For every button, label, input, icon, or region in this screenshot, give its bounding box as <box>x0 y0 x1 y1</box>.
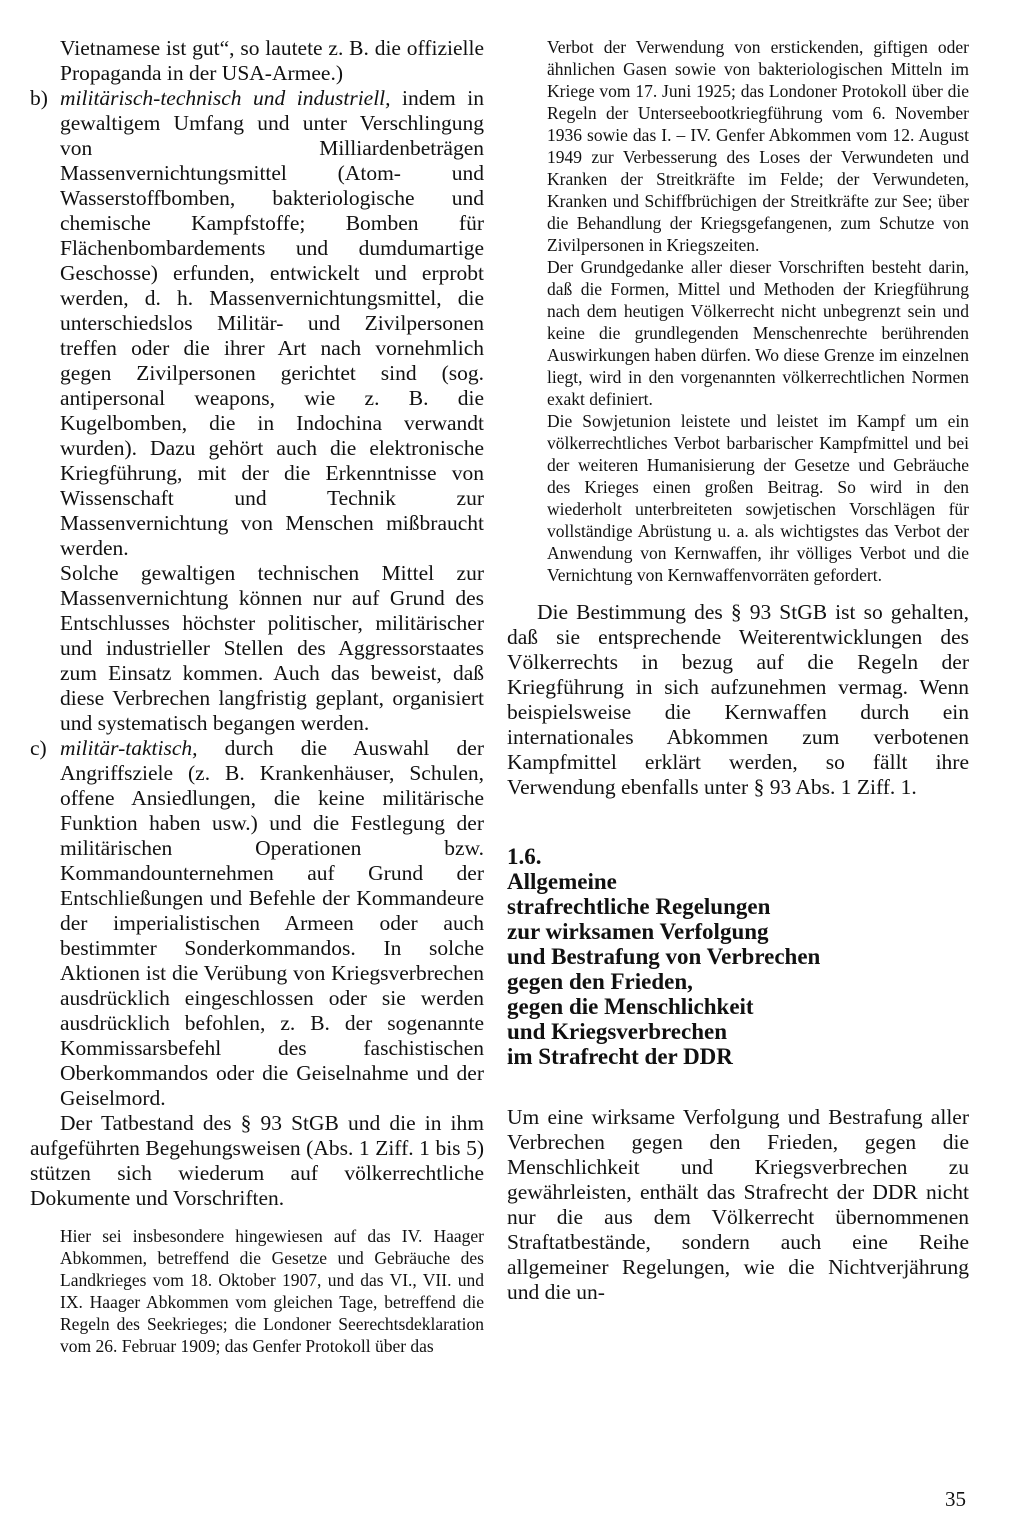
section-number: 1.6. <box>507 844 542 869</box>
list-marker-b: b) <box>30 86 48 110</box>
list-rest-b: indem in gewaltigem Umfang und unter Verschlingung von Milliardenbeträgen Massenvernichtungsmittel (Atom- und Wasserstoffbomben, bakteriologische und chemische Kampfstoffe; Bomben für Flächenbombardements und dumdumartige Geschosse) erfunden, entwickelt und erprobt werden, d. h. Massenvernichtungsmittel, die unterschiedslos Militär- und Zivilpersonen treffen oder die ihrer Art nach vornehmlich gegen Zivilpersonen gerichtet sind (sog. antipersonal weapons, wie z. B. die Kugelbomben, die in Indochina verwandt wurden). Dazu gehört auch die elektronische Kriegführung, mit der die Erkenntnisse von Wissenschaft und Technik zur Massenvernichtung von Menschen mißbraucht werden. <box>60 86 485 560</box>
section-title-line-8: im Strafrecht der DDR <box>507 1044 733 1069</box>
tatbestand-paragraph <box>30 1111 484 1211</box>
section-heading <box>507 844 969 1069</box>
section-title-line-5: gegen den Frieden, <box>507 969 693 994</box>
small-print-paragraph-3: Die Sowjetunion leistete und leistet im Kampf um ein völkerrechtliches Verbot barbarischer Kampfmittel und bei der weiteren Humanisierung der Gesetze und Gebräuche des Krieges einen großen Beitrag. So wird in den wiederholt unterbreiteten sowjetischen Vorschlägen für vollständige Abrüstung u. a. als wichtigstes das Verbot der Anwendung von Kernwaffen, ihr völliges Verbot und die Vernichtung von Kernwaffenvorräten gefordert. <box>547 411 969 585</box>
list-text-b-2: Solche gewaltigen technischen Mittel zur Massenvernichtung können nur auf Grund des Entschlusses höchster politischer, militärischer und industrieller Stellen des Aggressorstaates zum Einsatz kommen. Auch das beweist, daß diese Verbrechen langfristig geplant, organisiert und systematisch begangen werden. <box>60 561 484 735</box>
page-number: 35 <box>945 1487 966 1511</box>
left-column <box>30 36 484 1357</box>
section-title-line-1: Allgemeine <box>507 869 617 894</box>
bestimmung-paragraph: Die Bestimmung des § 93 StGB ist so gehalten, daß sie entsprechende Weiterentwicklungen des Völkerrechts in bezug auf die Regeln der Kriegführung in sich aufzunehmen vermag. Wenn beispielsweise die Kernwaffen durch ein internationales Abkommen zum verbotenen Kampfmittel erklärt werden, so fällt ihre Verwendung ebenfalls unter § 93 Abs. 1 Ziff. 1. <box>507 600 969 799</box>
list-item-c <box>30 736 484 1111</box>
section-title-line-7: und Kriegsverbrechen <box>507 1019 727 1044</box>
section-title-line-3: zur wirksamen Verfolgung <box>507 919 769 944</box>
list-lead-b: militärisch-technisch und industriell, <box>60 86 391 110</box>
list-marker-c: c) <box>30 736 47 760</box>
list-rest-c: durch die Auswahl der Angriffsziele (z. B. Krankenhäuser, Schulen, offene Ansiedlungen, die keine militärische Funktion haben usw.) und die Festlegung der militärischen Operationen bzw. Kommandounternehmen auf Grund der Entschließungen und Befehle der Kommandeure der imperialistischen Armeen oder auch bestimmter Sonderkommandos. In solche Aktionen ist die Verübung von Kriegsverbrechen ausdrücklich eingeschlossen oder sie werden ausdrücklich befohlen, z. B. der sogenannte Kommissarsbefehl des faschistischen Oberkommandos oder die Geiselnahme und der Geiselmord. <box>60 736 484 1110</box>
list-lead-c: militär-taktisch, <box>60 736 198 760</box>
tatbestand-text: Der Tatbestand des § 93 StGB und die in ihm aufgeführten Begehungsweisen (Abs. 1 Ziff. 1 bis 5) stützen sich wiederum auf völkerrechtliche Dokumente und Vorschriften. <box>30 1111 484 1210</box>
small-print-paragraph-1: Verbot der Verwendung von erstickenden, giftigen oder ähnlichen Gasen sowie von bakteriologischen Mitteln im Kriege vom 17. Juni 1925; das Londoner Protokoll über die Regeln der Unterseebootkriegführung vom 6. November 1936 sowie das I. – IV. Genfer Abkommen vom 12. August 1949 zur Verbesserung des Loses der Verwundeten und Kranken der Streitkräfte im Felde; der Verwundeten, Kranken und Schiffbrüchigen der Streitkräfte zur See; über die Behandlung der Kriegsgefangenen, zum Schutze von Zivilpersonen in Kriegszeiten. <box>547 37 969 255</box>
section-title-line-6: gegen die Menschlichkeit <box>507 994 754 1019</box>
section-title-line-2: strafrechtliche Regelungen <box>507 894 771 919</box>
continued-paragraph: Vietnamese ist gut“, so lautete z. B. die offizielle Propaganda in der USA-Armee.) <box>60 36 484 85</box>
right-column <box>507 36 969 1305</box>
small-print-paragraph: Hier sei insbesondere hingewiesen auf das IV. Haager Abkommen, betreffend die Gesetze und Gebräuche des Landkrieges vom 18. Oktober 1907, und das VI., VII. und IX. Haager Abkommen vom gleichen Tage, betreffend die Regeln des Seekrieges; die Londoner Seerechtsdeklaration vom 26. Februar 1909; das Genfer Protokoll über das <box>60 1226 484 1356</box>
list-body-b <box>60 86 484 736</box>
list-item-b <box>30 86 484 736</box>
section-title-line-4: und Bestrafung von Verbrechen <box>507 944 821 969</box>
list-text-c <box>60 736 484 1111</box>
list-text-b <box>60 86 484 561</box>
final-paragraph: Um eine wirksame Verfolgung und Bestrafung aller Verbrechen gegen den Frieden, gegen die Menschlichkeit und Kriegsverbrechen zu gewährleisten, enthält das Strafrecht der DDR nicht nur die aus dem Völkerrecht übernommenen Straftatbestände, sondern auch eine Reihe allgemeiner Regelungen, wie die Nichtverjährung und die un- <box>507 1105 969 1304</box>
small-print-paragraph-2: Der Grundgedanke aller dieser Vorschriften besteht darin, daß die Formen, Mittel und Methoden der Kriegführung nach dem heutigen Völkerrecht nicht unbegrenzt sein und keine die grundlegenden Menschenrechte berührenden Auswirkungen haben dürfen. Wo diese Grenze im einzelnen liegt, wird in den vorgenannten völkerrechtlichen Normen exakt definiert. <box>547 257 969 409</box>
list-body-c <box>60 736 484 1111</box>
